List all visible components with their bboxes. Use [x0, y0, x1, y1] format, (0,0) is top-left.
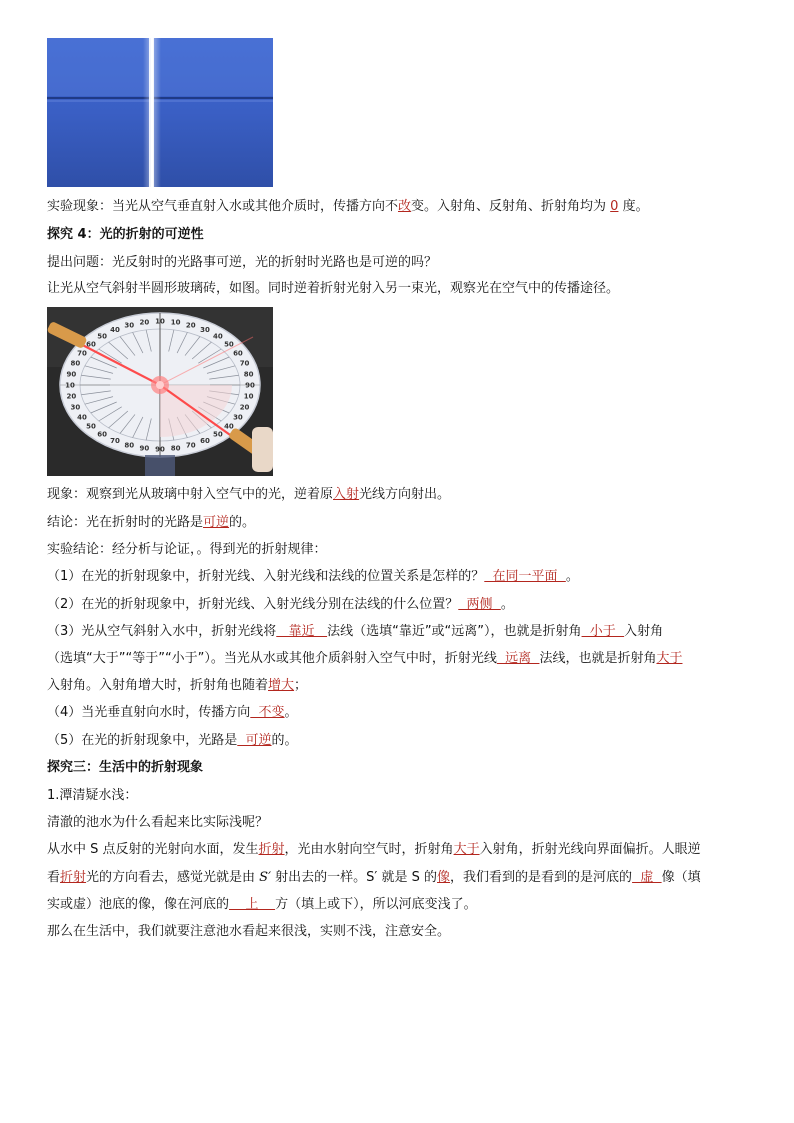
- protractor-scale-label: 70: [239, 359, 250, 368]
- protractor-scale-label: 70: [77, 349, 87, 358]
- protractor-scale-label: 50: [224, 340, 234, 349]
- section-heading-4: 探究 4：光的折射的可逆性: [47, 227, 204, 242]
- protractor-scale-label: 50: [86, 422, 96, 431]
- observation-line-1: 实验现象：当光从空气垂直射入水或其他介质时，传播方向不改变。入射角、反射角、折射角均为 0 度。: [47, 199, 649, 214]
- answer-reversible-2: 可逆: [237, 733, 272, 748]
- law-item-4: （4）当光垂直射向水时，传播方向 不变。: [47, 705, 298, 720]
- protractor-scale-label: 90: [139, 444, 150, 453]
- protractor-scale-label: 40: [212, 332, 223, 341]
- protractor-scale-label: 10: [170, 318, 181, 327]
- answer-greater-than: 大于: [656, 651, 683, 666]
- protractor-scale-label: 40: [110, 326, 120, 335]
- protractor-scale-label: 30: [124, 321, 135, 330]
- protractor-scale-label: 60: [233, 349, 243, 358]
- answer-greater: 大于: [453, 842, 480, 857]
- explanation-line-3: 实或虚）池底的像，像在河底的 上 方（填上或下），所以河底变浅了。: [47, 897, 477, 912]
- protractor-scale-label: 60: [86, 340, 96, 349]
- answer-increase: 增大: [268, 678, 295, 693]
- protractor-scale-label: 80: [170, 444, 181, 453]
- answer-unchanged: 不变: [250, 705, 285, 720]
- protractor-scale-label: 10: [243, 392, 254, 401]
- protractor-scale-label: 50: [97, 332, 108, 341]
- law-item-3-line-3: 入射角。入射角增大时，折射角也随着增大；: [47, 678, 308, 693]
- law-item-3-line-2: （选填“大于”“等于”“小于”）。当光从水或其他介质斜射入空气中时，折射光线 远离 法线，也就是折射角大于: [47, 651, 683, 666]
- protractor-scale-label: 30: [233, 413, 243, 422]
- protractor-scale-label: 60: [97, 430, 108, 439]
- protractor-photo: [47, 307, 273, 476]
- pool-question: 清澈的池水为什么看起来比实际浅呢？: [47, 815, 269, 830]
- protractor-illustration: [47, 307, 273, 476]
- protractor-scale-label: 10: [155, 317, 165, 326]
- answer-above: 上: [229, 897, 276, 912]
- phenomenon-line: 现象：观察到光从玻璃中射入空气中的光，逆着原入射光线方向射出。: [47, 487, 451, 502]
- protractor-scale-label: 30: [70, 403, 81, 412]
- protractor-scale-label: 70: [110, 436, 120, 445]
- question-line: 提出问题：光反射时的光路事可逆，光的折射时光路也是可逆的吗？: [47, 255, 438, 270]
- answer-incident: 入射: [333, 487, 360, 502]
- light-beam-illustration: [47, 38, 273, 187]
- explanation-line-1: 从水中 S 点反射的光射向水面，发生折射，光由水射向空气时，折射角大于入射角，折射光线向界面偏折。人眼逆: [47, 842, 701, 857]
- protractor-scale-label: 10: [65, 381, 75, 390]
- answer-image: 像: [437, 870, 451, 885]
- experiment-conclusion-line: 实验结论：经分析与论证，。得到光的折射规律：: [47, 542, 327, 557]
- protractor-scale-label: 70: [185, 441, 196, 450]
- answer-gai: 改: [398, 199, 412, 214]
- protractor-scale-label: 20: [185, 321, 196, 330]
- law-item-1: （1）在光的折射现象中，折射光线、入射光线和法线的位置关系是怎样的？ 在同一平面 。: [47, 569, 579, 584]
- answer-closer: 靠近: [276, 624, 328, 639]
- light-beam-photo: [47, 38, 273, 187]
- subsection-heading: 1.潭清疑水浅：: [47, 788, 138, 803]
- protractor-scale-label: 20: [239, 403, 250, 412]
- law-item-5: （5）在光的折射现象中，光路是 可逆的。: [47, 733, 298, 748]
- protractor-scale-label: 40: [224, 422, 234, 431]
- protractor-scale-label: 20: [66, 392, 77, 401]
- answer-less-than: 小于: [581, 624, 625, 639]
- protractor-scale-label: 50: [212, 430, 223, 439]
- section-heading-3: 探究三：生活中的折射现象: [47, 760, 204, 775]
- instruction-line: 让光从空气斜射半圆形玻璃砖，如图。同时逆着折射光射入另一束光，观察光在空气中的传播途径。: [47, 281, 620, 296]
- conclusion-line: 结论：光在折射时的光路是可逆的。: [47, 515, 256, 530]
- s-prime-symbol: S′: [259, 870, 272, 885]
- answer-away: 远离: [496, 651, 540, 666]
- protractor-scale-label: 90: [245, 381, 255, 390]
- answer-same-plane: 在同一平面: [484, 569, 566, 584]
- answer-refraction: 折射: [258, 842, 285, 857]
- protractor-scale-label: 90: [155, 445, 165, 454]
- protractor-scale-label: 20: [139, 318, 150, 327]
- answer-virtual: 虚: [632, 870, 662, 885]
- protractor-scale-label: 80: [243, 370, 254, 379]
- protractor-scale-label: 60: [200, 436, 210, 445]
- protractor-scale-label: 30: [200, 326, 210, 335]
- protractor-scale-label: 80: [124, 441, 135, 450]
- answer-both-sides: 两侧: [458, 597, 501, 612]
- answer-zero: 0: [610, 199, 619, 214]
- law-item-3-line-1: （3）光从空气斜射入水中，折射光线将 靠近 法线（选填“靠近”或“远离”），也就是折射角 小于 入射角: [47, 624, 664, 639]
- safety-line: 那么在生活中，我们就要注意池水看起来很浅，实则不浅，注意安全。: [47, 924, 451, 939]
- answer-refraction-2: 折射: [60, 870, 87, 885]
- protractor-scale-label: 80: [70, 359, 81, 368]
- protractor-scale-label: 90: [66, 370, 77, 379]
- protractor-scale-label: 40: [77, 413, 87, 422]
- explanation-line-2: 看折射光的方向看去，感觉光就是由 S′ 射出去的一样。S′ 就是 S 的像，我们看到的是看到的是河底的 虚 像（填: [47, 870, 701, 885]
- law-item-2: （2）在光的折射现象中，折射光线、入射光线分别在法线的什么位置？ 两侧 。: [47, 597, 514, 612]
- answer-reversible: 可逆: [203, 515, 230, 530]
